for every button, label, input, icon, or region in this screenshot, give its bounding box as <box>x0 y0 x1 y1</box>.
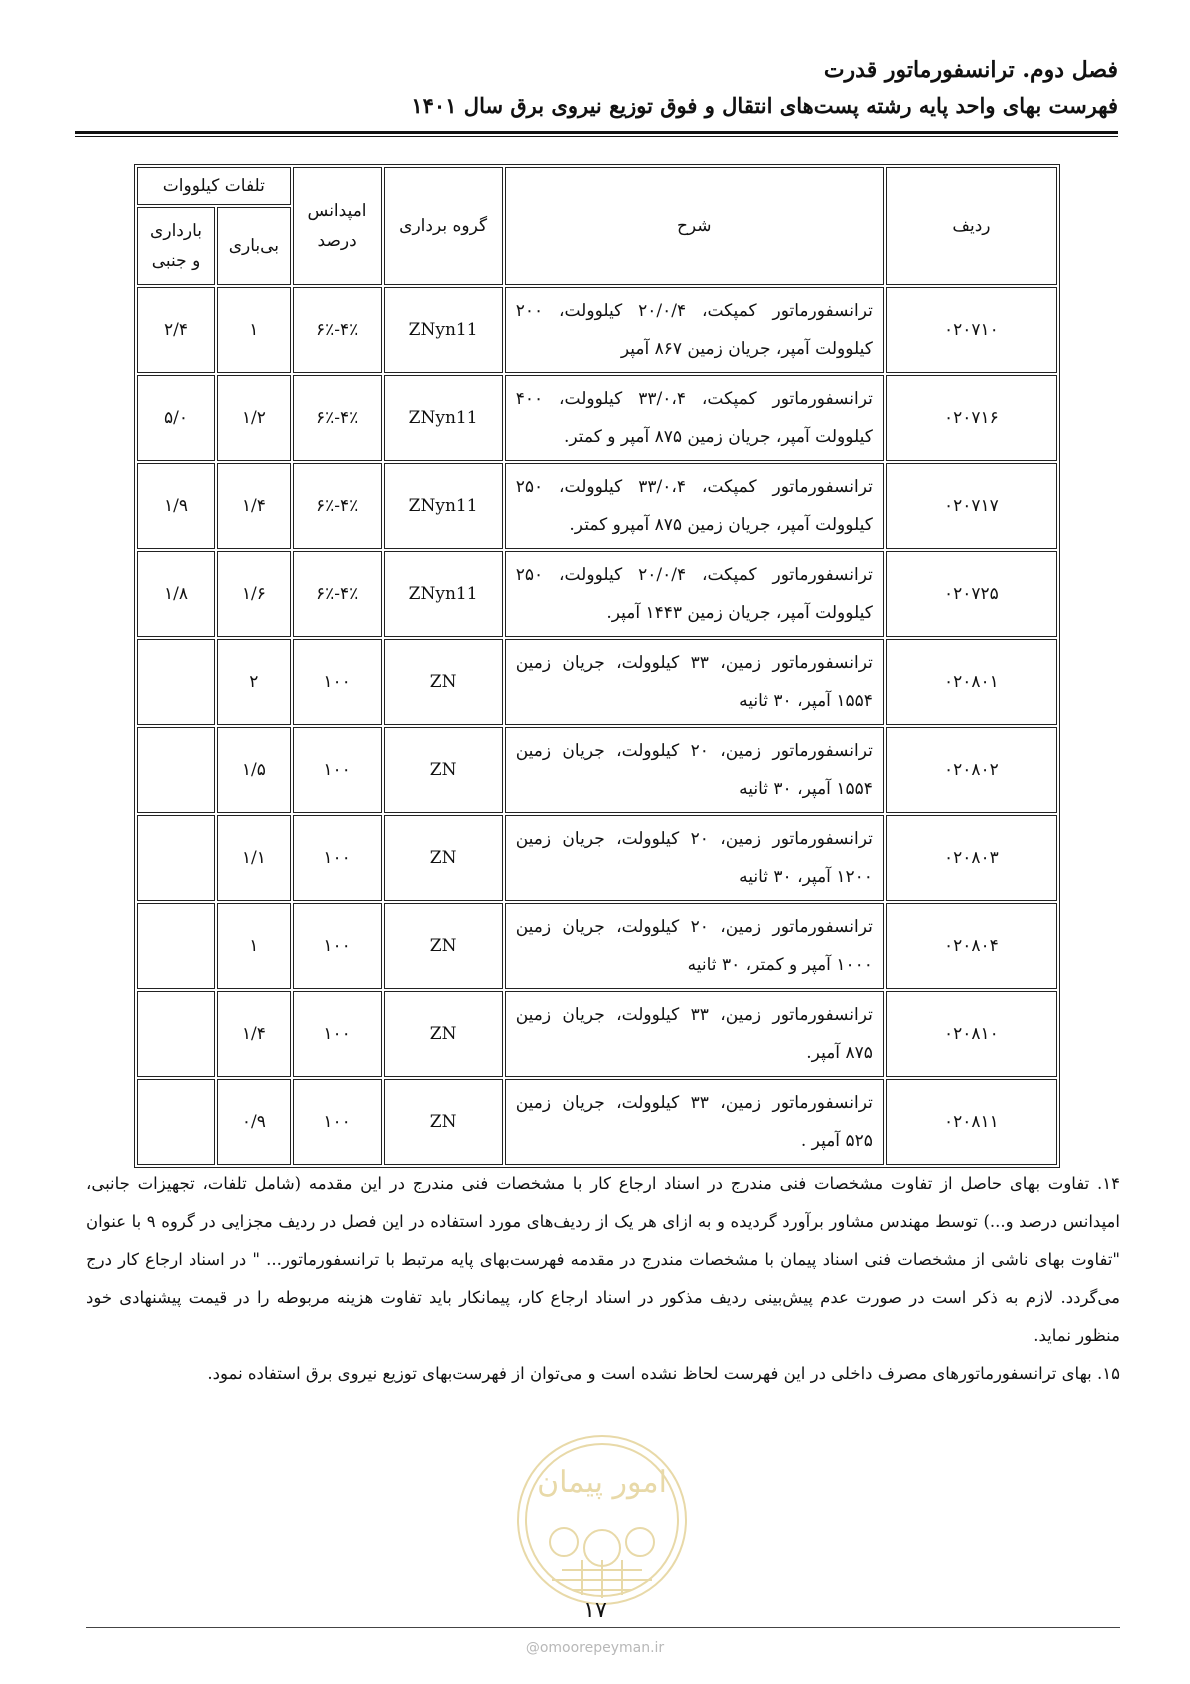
row-load-loss <box>137 991 215 1077</box>
row-description: ترانسفورماتور زمین، ۲۰ کیلوولت، جریان زمین ۱۰۰۰ آمپر و کمتر، ۳۰ ثانیه <box>505 903 884 989</box>
row-description: ترانسفورماتور زمین، ۲۰ کیلوولت، جریان زمین ۱۲۰۰ آمپر، ۳۰ ثانیه <box>505 815 884 901</box>
row-code: ۰۲۰۷۱۰ <box>886 287 1057 373</box>
header-vector-group: گروه برداری <box>384 167 503 285</box>
row-impedance: ۴٪-۶٪ <box>293 551 382 637</box>
watermark-logo-icon <box>512 1430 692 1610</box>
row-description: ترانسفورماتور زمین، ۳۳ کیلوولت، جریان زمین ۱۵۵۴ آمپر، ۳۰ ثانیه <box>505 639 884 725</box>
watermark-text: امور پیمان <box>537 1465 667 1500</box>
row-vector-group: ZN <box>384 903 503 989</box>
row-no-load-loss: ۰/۹ <box>217 1079 291 1165</box>
row-description: ترانسفورماتور کمپکت، ۲۰/۰/۴ کیلوولت، ۲۵۰ کیلوولت آمپر، جریان زمین ۱۴۴۳ آمپر. <box>505 551 884 637</box>
row-no-load-loss: ۱/۴ <box>217 463 291 549</box>
table-row <box>137 1079 1057 1165</box>
header-rule-thick <box>75 131 1118 134</box>
row-impedance: ۱۰۰ <box>293 815 382 901</box>
row-load-loss: ۱/۸ <box>137 551 215 637</box>
header-load: باردارى و جنبی <box>137 207 215 285</box>
table-row <box>137 903 1057 989</box>
row-no-load-loss: ۱/۶ <box>217 551 291 637</box>
row-vector-group: ZN <box>384 815 503 901</box>
row-no-load-loss: ۱/۴ <box>217 991 291 1077</box>
row-description: ترانسفورماتور زمین، ۲۰ کیلوولت، جریان زمین ۱۵۵۴ آمپر، ۳۰ ثانیه <box>505 727 884 813</box>
row-description: ترانسفورماتور کمپکت، ۲۰/۰/۴ کیلوولت، ۲۰۰ کیلوولت آمپر، جریان زمین ۸۶۷ آمپر <box>505 287 884 373</box>
note-15: ۱۵. بهای ترانسفورماتورهای مصرف داخلی در این فهرست لحاظ نشده است و می‌توان از فهرست‌بهای توزیع نیروی برق استفاده نمود. <box>207 1364 1120 1383</box>
page-header <box>75 55 1118 123</box>
row-description: ترانسفورماتور کمپکت، ۳۳/۰،۴ کیلوولت، ۲۵۰ کیلوولت آمپر، جریان زمین ۸۷۵ آمپرو کمتر. <box>505 463 884 549</box>
row-impedance: ۱۰۰ <box>293 639 382 725</box>
row-vector-group: ZN <box>384 727 503 813</box>
row-vector-group: ZN <box>384 1079 503 1165</box>
table-row <box>137 727 1057 813</box>
row-description: ترانسفورماتور زمین، ۳۳ کیلوولت، جریان زمین ۸۷۵ آمپر. <box>505 991 884 1077</box>
footer-rule <box>86 1627 1120 1628</box>
document-subtitle: فهرست بهای واحد پایه رشته پست‌های انتقال و فوق توزیع نیروی برق سال ۱۴۰۱ <box>411 93 1118 118</box>
row-load-loss <box>137 815 215 901</box>
notes-section <box>86 1165 1120 1393</box>
row-impedance: ۱۰۰ <box>293 991 382 1077</box>
row-load-loss <box>137 639 215 725</box>
row-load-loss: ۵/۰ <box>137 375 215 461</box>
row-load-loss <box>137 727 215 813</box>
chapter-title: فصل دوم. ترانسفورماتور قدرت <box>823 57 1118 83</box>
row-vector-group: ZN <box>384 639 503 725</box>
table-row <box>137 463 1057 549</box>
row-code: ۰۲۰۷۱۶ <box>886 375 1057 461</box>
row-code: ۰۲۰۸۰۱ <box>886 639 1057 725</box>
table-row <box>137 551 1057 637</box>
header-losses: تلفات کیلووات <box>137 167 291 205</box>
header-description: شرح <box>505 167 884 285</box>
row-impedance: ۴٪-۶٪ <box>293 375 382 461</box>
row-vector-group: ZN <box>384 991 503 1077</box>
row-no-load-loss: ۱ <box>217 287 291 373</box>
row-no-load-loss: ۱ <box>217 903 291 989</box>
row-no-load-loss: ۱/۱ <box>217 815 291 901</box>
row-load-loss <box>137 1079 215 1165</box>
table-row <box>137 815 1057 901</box>
header-no-load: بی‌باری <box>217 207 291 285</box>
row-description: ترانسفورماتور کمپکت، ۳۳/۰،۴ کیلوولت، ۴۰۰ کیلوولت آمپر، جریان زمین ۸۷۵ آمپر و کمتر. <box>505 375 884 461</box>
row-code: ۰۲۰۸۰۴ <box>886 903 1057 989</box>
row-impedance: ۱۰۰ <box>293 1079 382 1165</box>
row-no-load-loss: ۱/۵ <box>217 727 291 813</box>
row-impedance: ۴٪-۶٪ <box>293 287 382 373</box>
header-rule-thin <box>75 136 1118 137</box>
note-14: ۱۴. تفاوت بهای حاصل از تفاوت مشخصات فنی مندرج در اسناد ارجاع کار با مشخصات فنی مندرج در این مقدمه (شامل تلفات، تجهیزات جانبی، امپدانس درصد و...) توسط مهندس مشاور برآورد گردیده و به ازای هر یک از ردیف‌های مورد استفاده در این فصل در ردیف مجزایی در گروه ۹ با عنوان "تفاوت بهای ناشی از مشخصات فنی اسناد پیمان با مشخصات مندرج در مقدمه فهرست‌بهای پایه مرتبط با ترانسفورماتور... " در اسناد ارجاع کار درج می‌گردد. لازم به ذکر است در صورت عدم پیش‌بینی ردیف مذکور در اسناد ارجاع کار، پیمانکار باید تفاوت هزینه مربوطه را در قیمت پیشنهادی خود منظور نماید. <box>86 1174 1120 1345</box>
row-no-load-loss: ۲ <box>217 639 291 725</box>
row-vector-group: ZNyn11 <box>384 287 503 373</box>
row-code: ۰۲۰۸۰۳ <box>886 815 1057 901</box>
row-impedance: ۴٪-۶٪ <box>293 463 382 549</box>
row-description: ترانسفورماتور زمین، ۳۳ کیلوولت، جریان زمین ۵۲۵ آمپر . <box>505 1079 884 1165</box>
row-impedance: ۱۰۰ <box>293 903 382 989</box>
table-row <box>137 991 1057 1077</box>
row-code: ۰۲۰۸۰۲ <box>886 727 1057 813</box>
table-row <box>137 287 1057 373</box>
table-row <box>137 639 1057 725</box>
table-row <box>137 375 1057 461</box>
transformer-table <box>134 164 1060 1168</box>
row-impedance: ۱۰۰ <box>293 727 382 813</box>
row-no-load-loss: ۱/۲ <box>217 375 291 461</box>
row-code: ۰۲۰۸۱۱ <box>886 1079 1057 1165</box>
row-load-loss: ۲/۴ <box>137 287 215 373</box>
header-impedance: امپدانس درصد <box>293 167 382 285</box>
row-code: ۰۲۰۷۲۵ <box>886 551 1057 637</box>
page-number: ۱۷ <box>583 1598 607 1623</box>
row-vector-group: ZNyn11 <box>384 551 503 637</box>
row-load-loss <box>137 903 215 989</box>
row-vector-group: ZNyn11 <box>384 375 503 461</box>
header-row-no: ردیف <box>886 167 1057 285</box>
row-load-loss: ۱/۹ <box>137 463 215 549</box>
row-code: ۰۲۰۷۱۷ <box>886 463 1057 549</box>
footer-website: @omoorepeyman.ir <box>525 1640 665 1656</box>
row-vector-group: ZNyn11 <box>384 463 503 549</box>
row-code: ۰۲۰۸۱۰ <box>886 991 1057 1077</box>
